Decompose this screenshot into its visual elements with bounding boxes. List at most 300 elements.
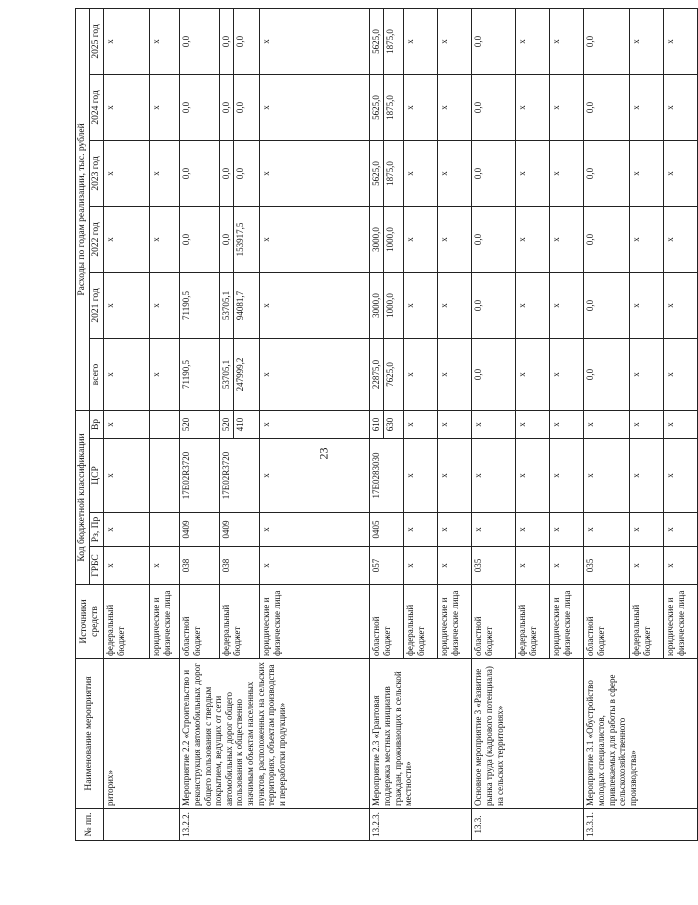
cell-y2021 bbox=[584, 272, 630, 338]
cell-rzpr bbox=[516, 513, 550, 547]
cell-y2022 bbox=[150, 206, 180, 272]
cell-value: х bbox=[151, 105, 162, 110]
cell-value: х bbox=[405, 422, 416, 427]
cell-y2021 bbox=[472, 272, 516, 338]
cell-y2025 bbox=[630, 8, 664, 74]
cell-value: х bbox=[439, 171, 450, 176]
cell-value: х bbox=[261, 171, 272, 176]
cell-source bbox=[404, 585, 438, 659]
cell-value: х bbox=[631, 303, 642, 308]
cell-rzpr bbox=[220, 513, 260, 547]
cell-value: 0,0 bbox=[473, 368, 484, 381]
cell-y2025 bbox=[260, 8, 370, 74]
cell-value: х bbox=[517, 237, 528, 242]
cell-value: 057 bbox=[371, 558, 382, 573]
cell-value: юридические и физические лица bbox=[261, 590, 283, 656]
cell-y2023 bbox=[220, 140, 260, 206]
cell-value: х bbox=[405, 563, 416, 568]
cell-value: федеральный бюджет bbox=[631, 604, 653, 656]
cell-value: х bbox=[105, 422, 116, 427]
cell-rzpr bbox=[404, 513, 438, 547]
cell-value-second: 0,0 bbox=[233, 75, 246, 140]
cell-value: 0,0 bbox=[473, 299, 484, 312]
cell-y2025 bbox=[438, 8, 472, 74]
cell-value: х bbox=[105, 303, 116, 308]
cell-y2023 bbox=[550, 140, 584, 206]
cell-value: 13.2.3. bbox=[371, 812, 382, 837]
cell-total bbox=[516, 338, 550, 410]
cell-y2025 bbox=[150, 8, 180, 74]
cell-y2022 bbox=[438, 206, 472, 272]
header-2022: 2022 год bbox=[90, 206, 104, 272]
cell-value: х bbox=[261, 473, 272, 478]
cell-csr bbox=[438, 439, 472, 513]
cell-y2025 bbox=[584, 8, 630, 74]
cell-total bbox=[260, 338, 370, 410]
cell-value-second: 1875,0 bbox=[383, 141, 396, 206]
cell-y2022 bbox=[472, 206, 516, 272]
cell-num bbox=[370, 809, 472, 841]
cell-value-second: 94081,7 bbox=[233, 273, 246, 338]
cell-grbs bbox=[516, 547, 550, 585]
cell-value: х bbox=[551, 303, 562, 308]
cell-value: 13.3.1. bbox=[585, 812, 596, 837]
cell-value: х bbox=[105, 473, 116, 478]
cell-value: х bbox=[631, 372, 642, 377]
cell-y2023 bbox=[472, 140, 516, 206]
cell-total bbox=[404, 338, 438, 410]
cell-value: х bbox=[665, 303, 676, 308]
cell-csr bbox=[516, 439, 550, 513]
cell-name bbox=[584, 659, 698, 809]
cell-grbs bbox=[664, 547, 698, 585]
table-row bbox=[370, 8, 404, 840]
cell-source bbox=[630, 585, 664, 659]
cell-value-second: 630 bbox=[383, 411, 396, 438]
cell-y2024 bbox=[664, 74, 698, 140]
cell-value: х bbox=[105, 237, 116, 242]
page-number: 23 bbox=[316, 447, 331, 460]
cell-y2022 bbox=[220, 206, 260, 272]
cell-y2024 bbox=[630, 74, 664, 140]
cell-value: 17Е02R3720 bbox=[221, 451, 232, 500]
cell-y2023 bbox=[404, 140, 438, 206]
cell-y2022 bbox=[180, 206, 220, 272]
cell-value: 0,0 bbox=[585, 299, 596, 312]
header-2025: 2025 год bbox=[90, 8, 104, 74]
cell-value: 0,0 bbox=[585, 368, 596, 381]
cell-y2021 bbox=[404, 272, 438, 338]
cell-name bbox=[180, 659, 370, 809]
cell-value: х bbox=[151, 563, 162, 568]
cell-value: х bbox=[517, 105, 528, 110]
cell-name bbox=[370, 659, 472, 809]
cell-value-second: 1875,0 bbox=[383, 9, 396, 74]
cell-value: х bbox=[551, 39, 562, 44]
cell-value: областной бюджет bbox=[181, 616, 203, 656]
cell-total bbox=[104, 338, 150, 410]
cell-value: х bbox=[261, 237, 272, 242]
table-header bbox=[76, 8, 104, 840]
cell-grbs bbox=[180, 547, 220, 585]
cell-source bbox=[180, 585, 220, 659]
cell-value: Мероприятие 2.2 «Строительство и реконструкция автомобильных дорог общего пользования с твердым покрытием, ведущих от сети автомобильных дорог общего пользования к общественно значимым объектам населенных пунктов, расположенных на сельских территориях, объектам производства и переработки продукции» bbox=[181, 662, 287, 806]
cell-value: 610 bbox=[371, 417, 382, 432]
rotated-table-sheet bbox=[27, 0, 687, 877]
cell-y2025 bbox=[104, 8, 150, 74]
cell-rzpr bbox=[630, 513, 664, 547]
cell-value: х bbox=[517, 171, 528, 176]
cell-value: 0,0 bbox=[473, 167, 484, 180]
cell-value: х bbox=[551, 372, 562, 377]
cell-value: х bbox=[405, 303, 416, 308]
cell-value: х bbox=[551, 563, 562, 568]
cell-y2021 bbox=[260, 272, 370, 338]
cell-value: 0,0 bbox=[585, 35, 596, 48]
cell-name bbox=[472, 659, 584, 809]
cell-value: х bbox=[551, 105, 562, 110]
cell-value: х bbox=[665, 473, 676, 478]
cell-value: 0,0 bbox=[473, 233, 484, 246]
cell-y2022 bbox=[664, 206, 698, 272]
cell-value: 0,0 bbox=[221, 101, 232, 114]
cell-value: 0,0 bbox=[221, 233, 232, 246]
cell-value: х bbox=[405, 473, 416, 478]
cell-grbs bbox=[260, 547, 370, 585]
cell-total bbox=[438, 338, 472, 410]
cell-grbs bbox=[550, 547, 584, 585]
cell-vr bbox=[150, 410, 180, 438]
cell-y2024 bbox=[472, 74, 516, 140]
cell-y2024 bbox=[220, 74, 260, 140]
cell-y2023 bbox=[584, 140, 630, 206]
cell-value: 035 bbox=[473, 558, 484, 573]
header-expenses: Расходы по годам реализации, тыс. рублей bbox=[76, 8, 90, 410]
cell-grbs bbox=[584, 547, 630, 585]
cell-value: 71190,5 bbox=[181, 360, 192, 389]
cell-y2024 bbox=[404, 74, 438, 140]
cell-y2023 bbox=[438, 140, 472, 206]
cell-csr bbox=[104, 439, 150, 513]
cell-y2025 bbox=[370, 8, 404, 74]
cell-value: х bbox=[405, 527, 416, 532]
cell-value: федеральный бюджет bbox=[405, 604, 427, 656]
cell-total bbox=[472, 338, 516, 410]
table-row bbox=[104, 8, 150, 840]
cell-grbs bbox=[438, 547, 472, 585]
cell-value: х bbox=[585, 527, 596, 532]
cell-rzpr bbox=[472, 513, 516, 547]
cell-vr bbox=[404, 410, 438, 438]
cell-value: 22875,0 bbox=[371, 359, 382, 390]
cell-value: федеральный бюджет bbox=[105, 604, 127, 656]
cell-y2024 bbox=[370, 74, 404, 140]
cell-y2024 bbox=[550, 74, 584, 140]
cell-value: х bbox=[631, 105, 642, 110]
cell-value: х bbox=[405, 105, 416, 110]
cell-value: Мероприятие 3.1 «Обустройство молодых специалистов, привлекаемых для работы в сфере сельскохозяйственного производства» bbox=[585, 674, 638, 806]
cell-source bbox=[370, 585, 404, 659]
cell-value: 038 bbox=[181, 558, 192, 573]
table-row bbox=[472, 8, 516, 840]
header-budget-code: Код бюджетной классификации bbox=[76, 410, 90, 584]
cell-csr bbox=[550, 439, 584, 513]
cell-total bbox=[220, 338, 260, 410]
cell-value: х bbox=[551, 422, 562, 427]
table-row bbox=[180, 8, 220, 840]
header-rzpr: Рз, Пр bbox=[90, 513, 104, 547]
cell-value-second: 1000,0 bbox=[383, 207, 396, 272]
cell-source bbox=[472, 585, 516, 659]
cell-value: х bbox=[665, 422, 676, 427]
cell-value: х bbox=[261, 563, 272, 568]
cell-value: х bbox=[517, 527, 528, 532]
cell-y2024 bbox=[584, 74, 630, 140]
cell-source bbox=[516, 585, 550, 659]
cell-value: 53705,1 bbox=[221, 290, 232, 321]
cell-y2021 bbox=[104, 272, 150, 338]
header-name: Наименование мероприятия bbox=[76, 659, 104, 809]
table-row bbox=[584, 8, 630, 840]
cell-rzpr bbox=[438, 513, 472, 547]
cell-value-second: 1875,0 bbox=[383, 75, 396, 140]
cell-value: х bbox=[473, 473, 484, 478]
cell-y2024 bbox=[438, 74, 472, 140]
cell-vr bbox=[630, 410, 664, 438]
cell-value: 0,0 bbox=[585, 101, 596, 114]
cell-value: х bbox=[665, 372, 676, 377]
cell-rzpr bbox=[550, 513, 584, 547]
cell-y2023 bbox=[260, 140, 370, 206]
cell-value: федеральный бюджет bbox=[221, 604, 243, 656]
cell-value: 0,0 bbox=[181, 167, 192, 180]
cell-value: х bbox=[405, 171, 416, 176]
cell-y2024 bbox=[104, 74, 150, 140]
cell-value: х bbox=[631, 237, 642, 242]
cell-value: 0,0 bbox=[473, 35, 484, 48]
cell-value: х bbox=[105, 39, 116, 44]
cell-rzpr bbox=[260, 513, 370, 547]
cell-value: 520 bbox=[181, 417, 192, 432]
cell-y2025 bbox=[472, 8, 516, 74]
cell-y2023 bbox=[370, 140, 404, 206]
cell-value: х bbox=[665, 171, 676, 176]
header-csr: ЦСР bbox=[90, 439, 104, 513]
cell-value: Основное мероприятие 3 «Развитие рынка труда (кадрового потенциала) на сельских территориях» bbox=[473, 666, 505, 806]
cell-value: областной бюджет bbox=[371, 616, 393, 656]
cell-y2023 bbox=[664, 140, 698, 206]
cell-vr bbox=[370, 410, 404, 438]
table-body bbox=[104, 8, 698, 840]
cell-total bbox=[664, 338, 698, 410]
cell-csr bbox=[150, 439, 180, 513]
cell-rzpr bbox=[584, 513, 630, 547]
cell-value: х bbox=[261, 303, 272, 308]
cell-value: х bbox=[665, 105, 676, 110]
cell-value: юридические и физические лица bbox=[551, 590, 573, 656]
cell-csr bbox=[472, 439, 516, 513]
cell-y2022 bbox=[630, 206, 664, 272]
cell-vr bbox=[260, 410, 370, 438]
cell-grbs bbox=[220, 547, 260, 585]
cell-source bbox=[220, 585, 260, 659]
cell-y2021 bbox=[550, 272, 584, 338]
cell-value: х bbox=[517, 473, 528, 478]
cell-value: х bbox=[405, 237, 416, 242]
cell-value: х bbox=[551, 171, 562, 176]
cell-value: 0,0 bbox=[585, 167, 596, 180]
cell-source bbox=[104, 585, 150, 659]
cell-value: х bbox=[261, 527, 272, 532]
cell-y2021 bbox=[220, 272, 260, 338]
cell-value: х bbox=[151, 39, 162, 44]
cell-value: х bbox=[261, 422, 272, 427]
cell-value: 3000,0 bbox=[371, 293, 382, 318]
cell-grbs bbox=[104, 547, 150, 585]
cell-value: х bbox=[665, 563, 676, 568]
cell-value: риторих» bbox=[105, 770, 116, 806]
cell-y2022 bbox=[104, 206, 150, 272]
cell-y2021 bbox=[180, 272, 220, 338]
cell-csr bbox=[260, 439, 370, 513]
cell-value: федеральный бюджет bbox=[517, 604, 539, 656]
cell-value: 17Е02R3720 bbox=[181, 451, 192, 500]
cell-value: х bbox=[439, 39, 450, 44]
cell-total bbox=[584, 338, 630, 410]
cell-value-second: 153917,5 bbox=[233, 207, 246, 272]
cell-value: 0,0 bbox=[221, 167, 232, 180]
cell-num bbox=[104, 809, 180, 841]
cell-total bbox=[370, 338, 404, 410]
cell-value: х bbox=[517, 372, 528, 377]
cell-value: х bbox=[551, 527, 562, 532]
cell-value: х bbox=[665, 39, 676, 44]
cell-value: 13.3. bbox=[473, 815, 484, 834]
cell-source bbox=[584, 585, 630, 659]
cell-value: х bbox=[261, 372, 272, 377]
cell-value: х bbox=[105, 171, 116, 176]
cell-value-second: 0,0 bbox=[233, 141, 246, 206]
header-2024: 2024 год bbox=[90, 74, 104, 140]
cell-value: х bbox=[517, 422, 528, 427]
cell-y2025 bbox=[220, 8, 260, 74]
cell-value: областной бюджет bbox=[473, 616, 495, 656]
cell-csr bbox=[584, 439, 630, 513]
cell-value: х bbox=[517, 303, 528, 308]
cell-value: х bbox=[439, 563, 450, 568]
cell-vr bbox=[180, 410, 220, 438]
header-vr: Вр bbox=[90, 410, 104, 438]
cell-rzpr bbox=[180, 513, 220, 547]
cell-y2022 bbox=[260, 206, 370, 272]
cell-value: 3000,0 bbox=[371, 227, 382, 252]
cell-grbs bbox=[370, 547, 404, 585]
cell-y2024 bbox=[260, 74, 370, 140]
cell-value: х bbox=[551, 473, 562, 478]
cell-value: 0,0 bbox=[221, 35, 232, 48]
header-2023: 2023 год bbox=[90, 140, 104, 206]
cell-vr bbox=[220, 410, 260, 438]
cell-y2021 bbox=[370, 272, 404, 338]
cell-value: х bbox=[631, 171, 642, 176]
cell-value: юридические и физические лица bbox=[151, 590, 173, 656]
cell-y2024 bbox=[180, 74, 220, 140]
cell-grbs bbox=[150, 547, 180, 585]
cell-value: 520 bbox=[221, 417, 232, 432]
cell-total bbox=[550, 338, 584, 410]
cell-y2025 bbox=[516, 8, 550, 74]
cell-vr bbox=[516, 410, 550, 438]
budget-table bbox=[75, 8, 698, 841]
cell-y2021 bbox=[516, 272, 550, 338]
cell-value: х bbox=[473, 422, 484, 427]
cell-value: х bbox=[631, 422, 642, 427]
cell-num bbox=[472, 809, 584, 841]
cell-source bbox=[260, 585, 370, 659]
cell-source bbox=[664, 585, 698, 659]
header-grbs: ГРБС bbox=[90, 547, 104, 585]
cell-value: 53705,1 bbox=[221, 359, 232, 390]
cell-value-second: 0,0 bbox=[233, 9, 246, 74]
cell-total bbox=[150, 338, 180, 410]
cell-value: х bbox=[551, 237, 562, 242]
cell-value: 71190,5 bbox=[181, 291, 192, 320]
cell-value: 0,0 bbox=[585, 233, 596, 246]
cell-y2023 bbox=[516, 140, 550, 206]
cell-value: х bbox=[105, 563, 116, 568]
cell-value: х bbox=[585, 422, 596, 427]
cell-y2023 bbox=[150, 140, 180, 206]
cell-value: 0,0 bbox=[473, 101, 484, 114]
cell-value: 0,0 bbox=[181, 35, 192, 48]
cell-value: 0409 bbox=[181, 520, 192, 539]
cell-value: х bbox=[151, 303, 162, 308]
cell-value: х bbox=[517, 563, 528, 568]
cell-y2024 bbox=[150, 74, 180, 140]
cell-source bbox=[550, 585, 584, 659]
header-source: Источники средств bbox=[76, 585, 104, 659]
cell-csr bbox=[180, 439, 220, 513]
header-total: всего bbox=[90, 338, 104, 410]
cell-value: х bbox=[439, 105, 450, 110]
cell-value: 035 bbox=[585, 558, 596, 573]
cell-name bbox=[104, 659, 180, 809]
cell-total bbox=[180, 338, 220, 410]
cell-rzpr bbox=[370, 513, 404, 547]
cell-value: х bbox=[665, 527, 676, 532]
cell-value: х bbox=[665, 237, 676, 242]
cell-y2024 bbox=[516, 74, 550, 140]
cell-value-second: 7625,0 bbox=[383, 339, 396, 410]
cell-y2021 bbox=[438, 272, 472, 338]
cell-value: 5625,0 bbox=[371, 161, 382, 186]
cell-rzpr bbox=[150, 513, 180, 547]
cell-value-second: 247999,2 bbox=[233, 339, 246, 410]
cell-num bbox=[180, 809, 370, 841]
cell-vr bbox=[472, 410, 516, 438]
cell-y2025 bbox=[404, 8, 438, 74]
cell-y2022 bbox=[516, 206, 550, 272]
cell-value: х bbox=[631, 527, 642, 532]
cell-value: х bbox=[261, 105, 272, 110]
cell-value: 13.2.2. bbox=[181, 812, 192, 837]
cell-vr bbox=[550, 410, 584, 438]
cell-value: х bbox=[105, 372, 116, 377]
cell-vr bbox=[664, 410, 698, 438]
cell-value: 038 bbox=[221, 558, 232, 573]
cell-csr bbox=[630, 439, 664, 513]
cell-csr bbox=[664, 439, 698, 513]
